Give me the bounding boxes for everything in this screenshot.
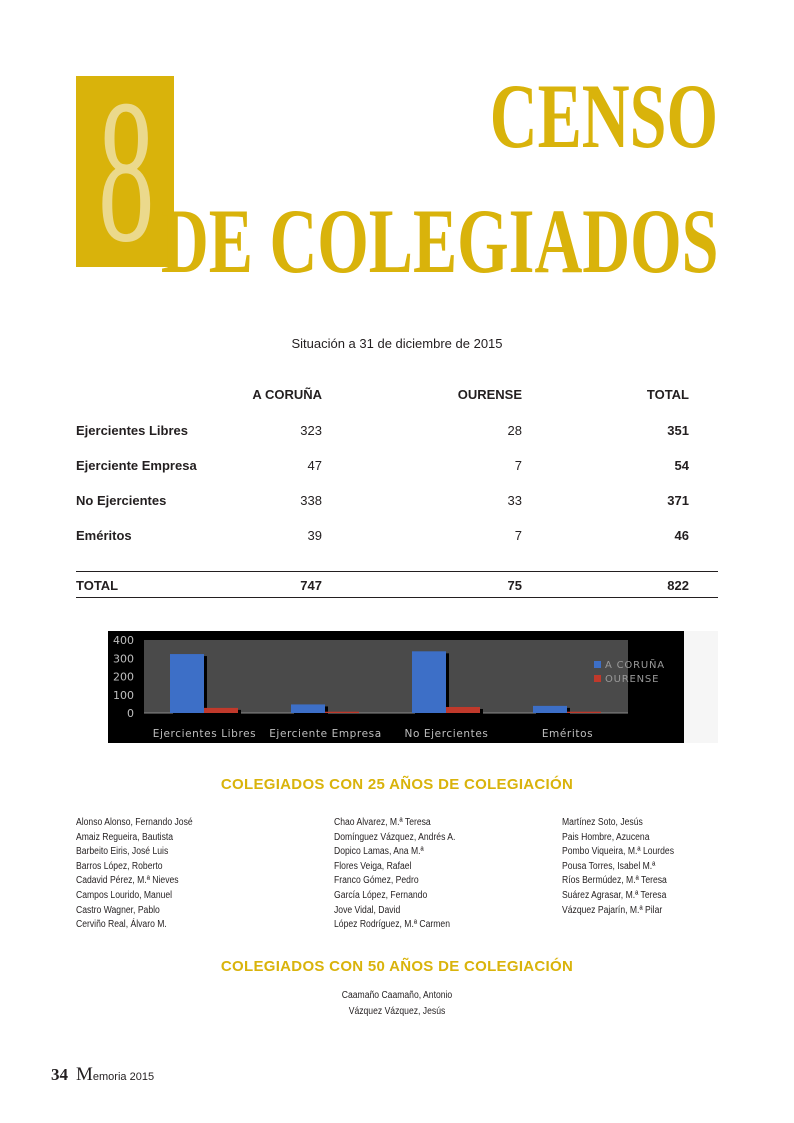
bar-coruna: [291, 704, 325, 713]
x-tick-label: No Ejercientes: [404, 728, 489, 740]
bar-shadow: [328, 714, 362, 715]
legend-swatch: [594, 661, 601, 668]
list-item: Vázquez Vázquez, Jesús: [348, 1005, 446, 1017]
total-ourense: 75: [507, 578, 522, 593]
bar-ourense: [204, 708, 238, 713]
page-title-line1: CENSO: [489, 65, 718, 167]
cell-coruna: 39: [307, 528, 322, 543]
bar-ourense: [446, 707, 480, 713]
list-item: Suárez Agrasar, M.ª Teresa: [562, 889, 667, 901]
legend-label: OURENSE: [605, 674, 660, 685]
header-coruna: A CORUÑA: [252, 387, 322, 402]
page-title-line2: DE COLEGIADOS: [160, 190, 718, 292]
bar-ourense: [325, 712, 359, 713]
cell-ourense: 7: [514, 458, 522, 473]
list-item: Alonso Alonso, Fernando José: [76, 817, 193, 828]
page-footer: [51, 1064, 154, 1086]
names-col-3: [562, 816, 692, 918]
x-tick-label: Ejerciente Empresa: [269, 728, 382, 740]
table-header: [76, 385, 718, 405]
cell-ourense: 7: [514, 528, 522, 543]
list-item: García López, Fernando: [334, 889, 428, 901]
list-item: Franco Gómez, Pedro: [334, 875, 419, 887]
census-table: [76, 385, 718, 600]
bar-coruna: [412, 651, 446, 713]
bar-coruna: [170, 654, 204, 713]
cell-ourense: 28: [507, 423, 522, 438]
list-item: Domínguez Vázquez, Andrés A.: [334, 831, 456, 843]
names-50-list: [0, 988, 794, 1019]
total-top-rule: [76, 571, 718, 572]
cell-coruna: 323: [300, 423, 322, 438]
footer-initial: M: [76, 1064, 93, 1085]
y-tick-label: 100: [113, 688, 134, 702]
y-tick-label: 300: [113, 652, 134, 666]
list-item: Dopico Lamas, Ana M.ª: [334, 846, 424, 858]
row-label: No Ejercientes: [76, 493, 167, 508]
list-item: Martínez Soto, Jesús: [562, 817, 643, 828]
cell-coruna: 47: [307, 458, 322, 473]
list-item: Barbeito Eiris, José Luis: [76, 846, 169, 858]
names-col-1: [76, 816, 212, 933]
list-item: Campos Lourido, Manuel: [76, 889, 173, 901]
list-item: Chao Alvarez, M.ª Teresa: [334, 817, 431, 828]
names-col-2: [334, 816, 475, 933]
table-row: [76, 491, 718, 511]
list-item: Barros López, Roberto: [76, 860, 163, 872]
table-row: [76, 421, 718, 441]
list-item: Castro Wagner, Pablo: [76, 904, 160, 916]
x-tick-label: Ejercientes Libres: [152, 728, 257, 740]
cell-ourense: 33: [507, 493, 522, 508]
page-number: 34: [51, 1065, 68, 1084]
cell-total: 351: [667, 423, 689, 438]
y-tick-label: 0: [127, 707, 134, 720]
list-item: Amaiz Regueira, Bautista: [76, 831, 174, 843]
bar-shadow: [570, 714, 604, 715]
legend-swatch: [594, 675, 601, 682]
total-label: TOTAL: [76, 578, 119, 593]
list-item: Vázquez Pajarín, M.ª Pilar: [562, 904, 663, 916]
list-item: López Rodríguez, M.ª Carmen: [334, 919, 450, 931]
list-item: Jove Vidal, David: [334, 904, 401, 916]
x-tick-label: Eméritos: [541, 728, 594, 740]
table-row: [76, 456, 718, 476]
header-total: TOTAL: [646, 387, 689, 402]
chapter-number: 8: [98, 76, 155, 267]
list-item: Cadavid Pérez, M.ª Nieves: [76, 875, 179, 887]
table-total-row: [76, 576, 718, 596]
cell-total: 371: [667, 493, 689, 508]
y-tick-label: 400: [113, 634, 134, 647]
row-label: Ejercientes Libres: [76, 423, 188, 438]
list-item: Ríos Bermúdez, M.ª Teresa: [562, 875, 667, 887]
list-item: Caamaño Caamaño, Antonio: [341, 990, 453, 1001]
total-coruna: 747: [300, 578, 322, 593]
list-item: Pousa Torres, Isabel M.ª: [562, 860, 656, 872]
plot-area: [144, 640, 628, 713]
cell-total: 54: [674, 458, 689, 473]
legend-label: A CORUÑA: [605, 660, 665, 671]
cell-coruna: 338: [300, 493, 322, 508]
subtitle: Situación a 31 de diciembre de 2015: [291, 336, 503, 351]
census-bar-chart: [108, 631, 684, 743]
total-bottom-rule: [76, 597, 718, 598]
cell-total: 46: [674, 528, 689, 543]
header-ourense: OURENSE: [457, 387, 522, 402]
row-label: Eméritos: [76, 528, 132, 543]
section-50-title: COLEGIADOS CON 50 AÑOS DE COLEGIACIÓN: [220, 958, 574, 975]
list-item: Flores Veiga, Rafael: [334, 860, 412, 872]
footer-text: emoria 2015: [92, 1071, 155, 1083]
list-item: Pombo Viqueira, M.ª Lourdes: [562, 846, 675, 858]
chart-margin: [684, 631, 718, 743]
chapter-number-box: [76, 76, 174, 267]
section-25-title: COLEGIADOS CON 25 AÑOS DE COLEGIACIÓN: [220, 776, 574, 793]
y-tick-label: 200: [113, 670, 134, 684]
bar-ourense: [567, 712, 601, 713]
list-item: Cerviño Real, Álvaro M.: [76, 919, 167, 931]
chart-svg: [108, 631, 684, 743]
row-label: Ejerciente Empresa: [76, 458, 197, 473]
table-row: [76, 526, 718, 546]
bar-coruna: [533, 706, 567, 713]
total-total: 822: [667, 578, 689, 593]
list-item: Pais Hombre, Azucena: [562, 831, 650, 843]
